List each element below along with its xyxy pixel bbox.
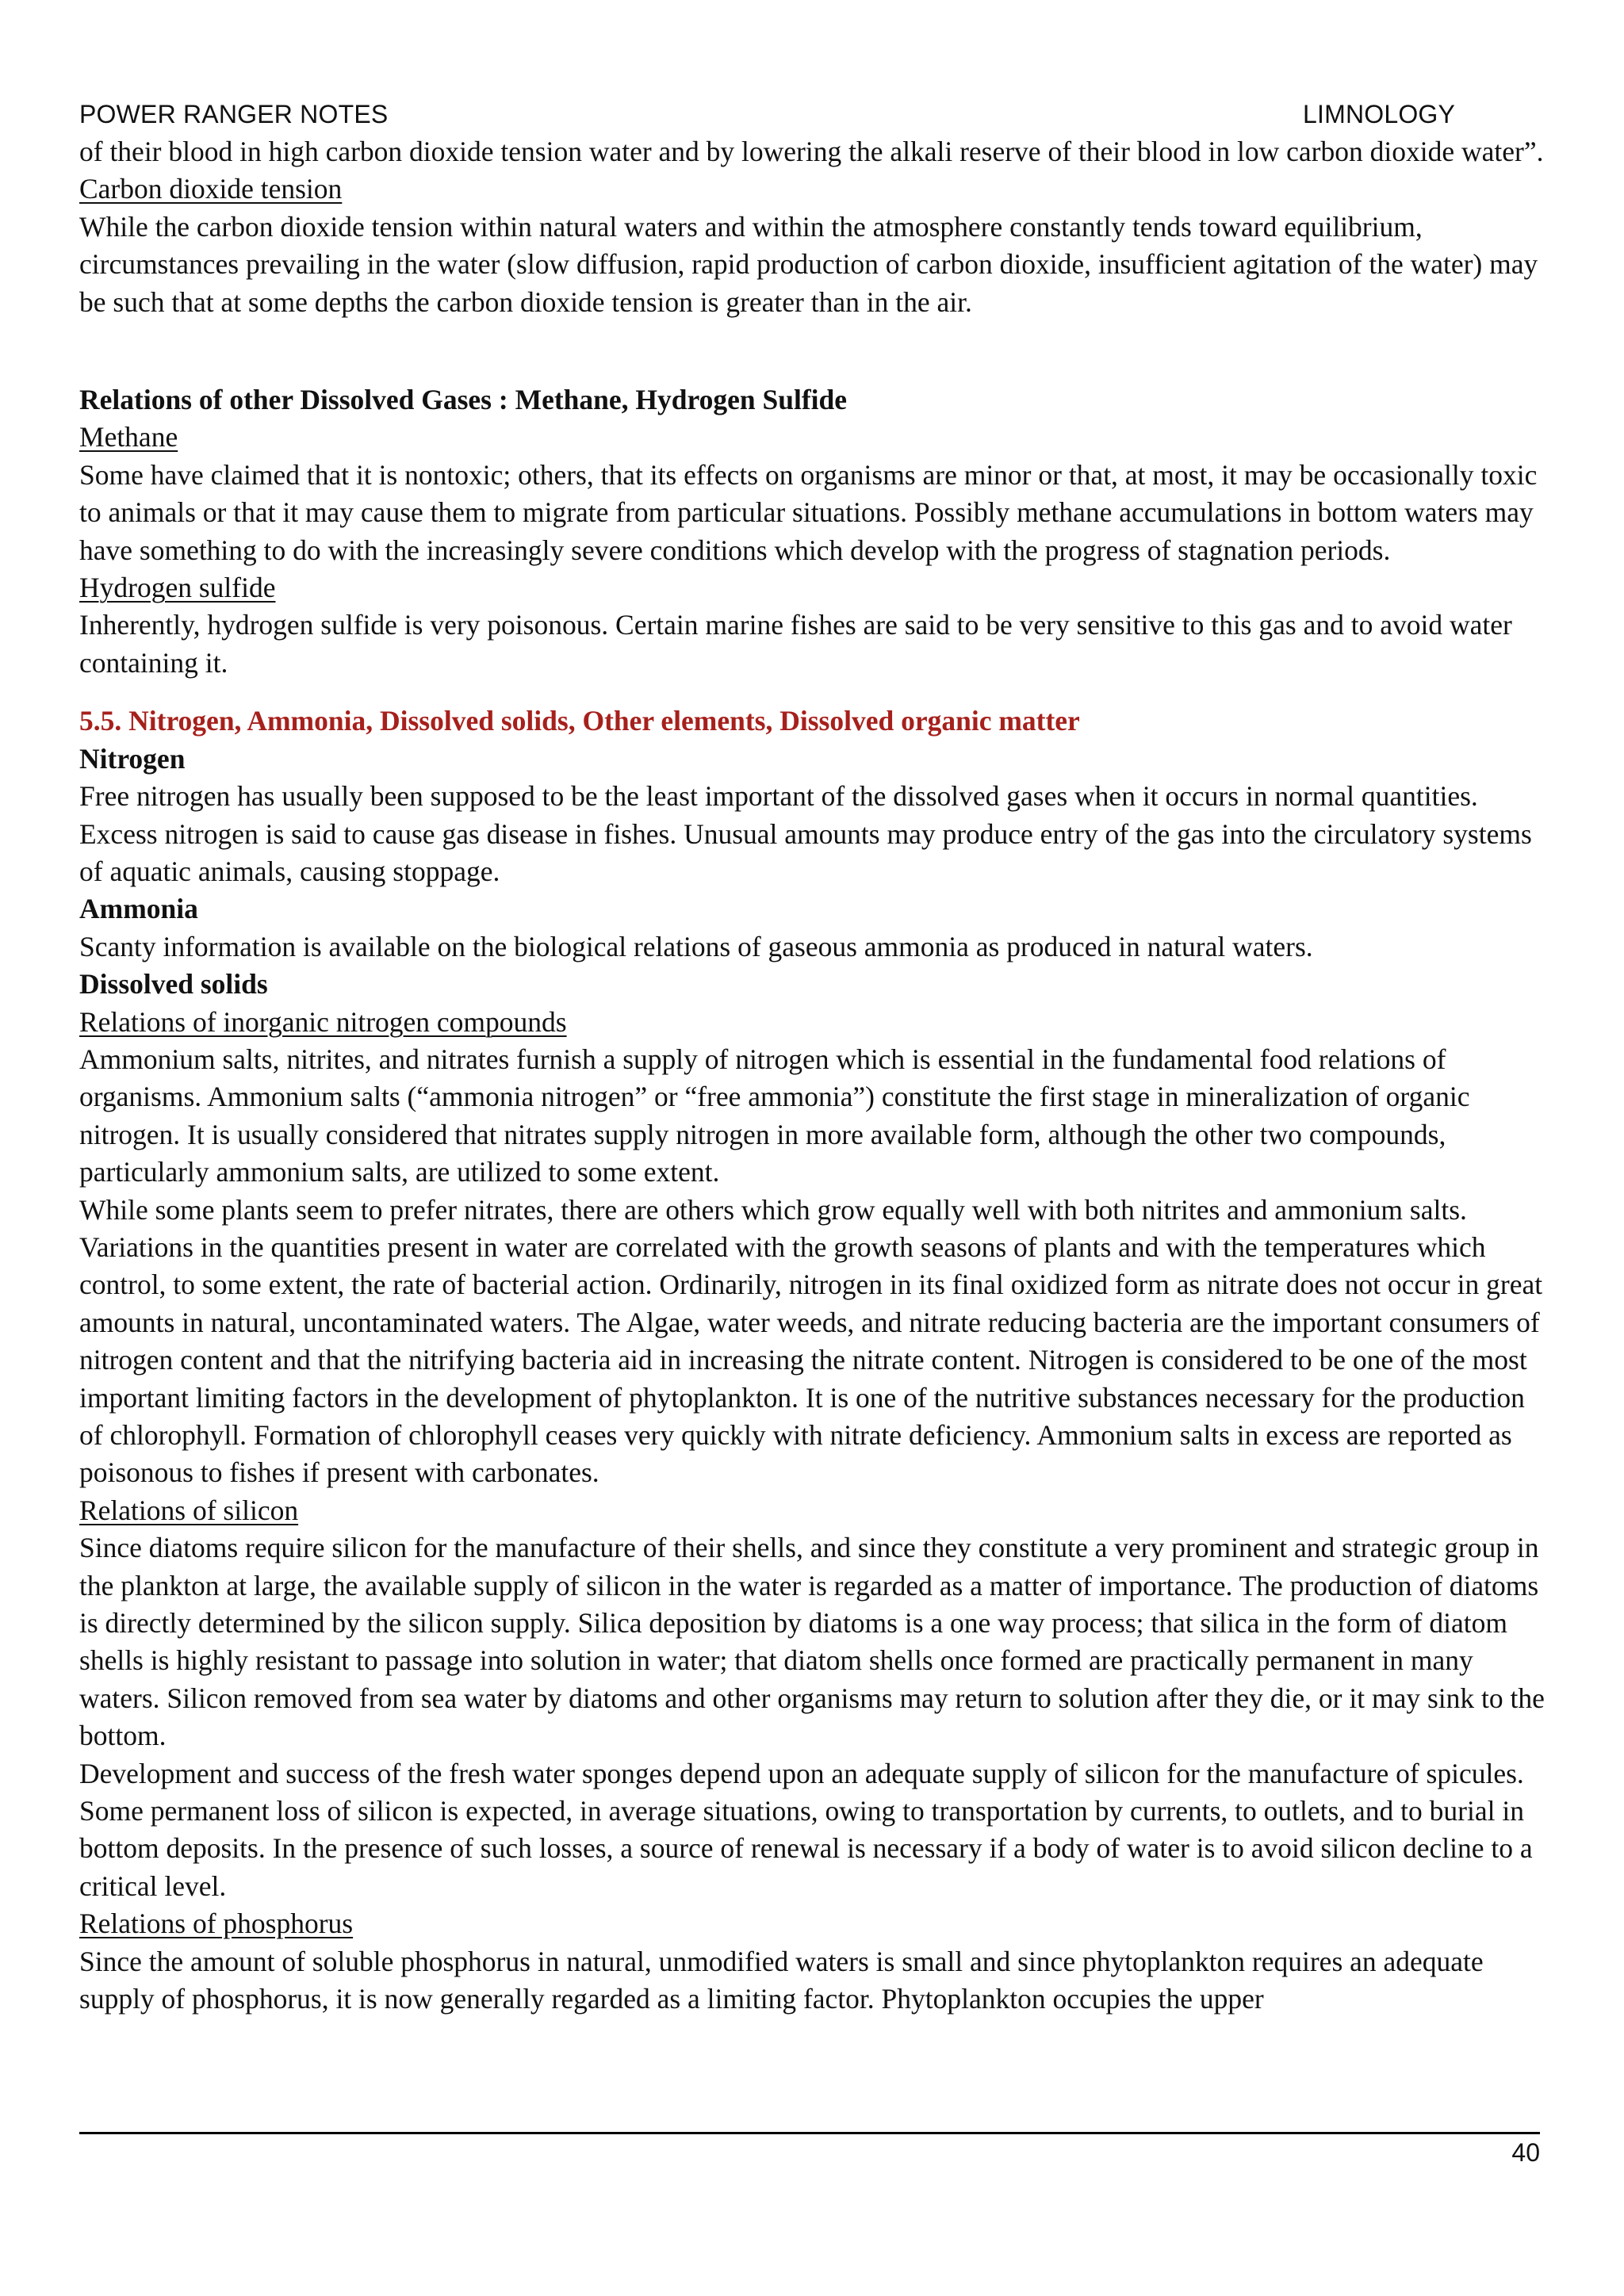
phosphorus-paragraph: Since the amount of soluble phosphorus in natural, unmodified waters is small and since phytoplankton requires an adequate supply of phosphorus, it is now generally regarded as a limiting factor. Phytoplankton occupies the upper [79, 1945, 1484, 2015]
dissolved-solids-heading: Dissolved solids [79, 968, 268, 1001]
spacer [79, 682, 1554, 702]
silicon-paragraph-2: Development and success of the fresh water sponges depend upon an adequate supply of silicon for the manufacture of spicules. Some permanent loss of silicon is expected, in average situations, owing to transportation by currents, to outlets, and to burial in bottom deposits. In the presence of such losses, a source of renewal is necessary if a body of water is to avoid silicon decline to a critical level. [79, 1757, 1533, 1902]
header-title-right: LIMNOLOGY [1303, 100, 1456, 128]
nitrogen-paragraph: Free nitrogen has usually been supposed to be the least important of the dissolved gases when it occurs in normal quantities. Excess nitrogen is said to cause gas disease in fishes. Unusual amounts may produce entry of the gas into the circulatory systems of aquatic animals, causing stoppage. [79, 780, 1532, 887]
nitrogen-heading: Nitrogen [79, 742, 186, 775]
spacer [79, 321, 1554, 381]
silicon-heading: Relations of silicon [79, 1494, 299, 1526]
section-heading: 5.5. Nitrogen, Ammonia, Dissolved solids, Other elements, Dissolved organic matter [79, 705, 1080, 737]
page-content [79, 133, 1554, 2019]
phosphorus-heading: Relations of phosphorus [79, 1908, 354, 1940]
silicon-paragraph-1: Since diatoms require silicon for the manufacture of their shells, and since they constitute a very prominent and strategic group in the plankton at large, the available supply of silicon in the water is regarded as a matter of importance. The production of diatoms is directly determined by the silicon supply. Silica deposition by diatoms is a one way process; that silica in the form of diatom shells is highly resistant to passage into solution in water; that diatom shells once formed are practically permanent in many waters. Silicon removed from sea water by diatoms and other organisms may return to solution after they die, or it may sink to the bottom. [79, 1532, 1545, 1752]
co2-tension-paragraph: While the carbon dioxide tension within natural waters and within the atmosphere constantly tends toward equilibrium, circumstances prevailing in the water (slow diffusion, rapid production of carbon dioxide, insufficient agitation of the water) may be such that at some depths the carbon dioxide tension is greater than in the air. [79, 210, 1538, 318]
ammonia-paragraph: Scanty information is available on the biological relations of gaseous ammonia as produced in natural waters. [79, 930, 1313, 962]
methane-paragraph: Some have claimed that it is nontoxic; others, that its effects on organisms are minor or that, at most, it may be occasionally toxic to animals or that it may cause them to migrate from particular situations. Possibly methane accumulations in bottom waters may have something to do with the increasingly severe conditions which develop with the progress of stagnation periods. [79, 458, 1538, 566]
inorganic-nitrogen-heading: Relations of inorganic nitrogen compounds [79, 1005, 567, 1038]
header-title-left: POWER RANGER NOTES [79, 100, 389, 128]
hydrogen-sulfide-paragraph: Inherently, hydrogen sulfide is very poisonous. Certain marine fishes are said to be very sensitive to this gas and to avoid water containing it. [79, 609, 1512, 679]
methane-heading: Methane [79, 421, 178, 453]
page-number: 40 [1511, 2138, 1540, 2167]
other-gases-heading: Relations of other Dissolved Gases : Methane, Hydrogen Sulfide [79, 384, 848, 416]
continued-paragraph: of their blood in high carbon dioxide tension water and by lowering the alkali reserve of their blood in low carbon dioxide water”. [79, 136, 1544, 167]
inorganic-nitrogen-paragraph-1: Ammonium salts, nitrites, and nitrates furnish a supply of nitrogen which is essential in the fundamental food relations of organisms. Ammonium salts (“ammonia nitrogen” or “free ammonia”) constitute the first stage in mineralization of organic nitrogen. It is usually considered that nitrates supply nitrogen in more available form, although the other two compounds, particularly ammonium salts, are utilized to some extent. [79, 1043, 1470, 1188]
co2-tension-heading: Carbon dioxide tension [79, 173, 343, 205]
ammonia-heading: Ammonia [79, 893, 198, 925]
inorganic-nitrogen-paragraph-2: While some plants seem to prefer nitrates, there are others which grow equally well with both nitrites and ammonium salts. Variations in the quantities present in water are correlated with the growth seasons of plants and with the temperatures which control, to some extent, the rate of bacterial action. Ordinarily, nitrogen in its final oxidized form as nitrate does not occur in great amounts in natural, uncontaminated waters. The Algae, water weeds, and nitrate reducing bacteria are the important consumers of nitrogen content and that the nitrifying bacteria aid in increasing the nitrate content. Nitrogen is considered to be one of the most important limiting factors in the development of phytoplankton. It is one of the nutritive substances necessary for the production of chlorophyll. Formation of chlorophyll ceases very quickly with nitrate deficiency. Ammonium salts in excess are reported as poisonous to fishes if present with carbonates. [79, 1193, 1543, 1489]
hydrogen-sulfide-heading: Hydrogen sulfide [79, 572, 276, 604]
footer-rule [79, 2132, 1540, 2134]
